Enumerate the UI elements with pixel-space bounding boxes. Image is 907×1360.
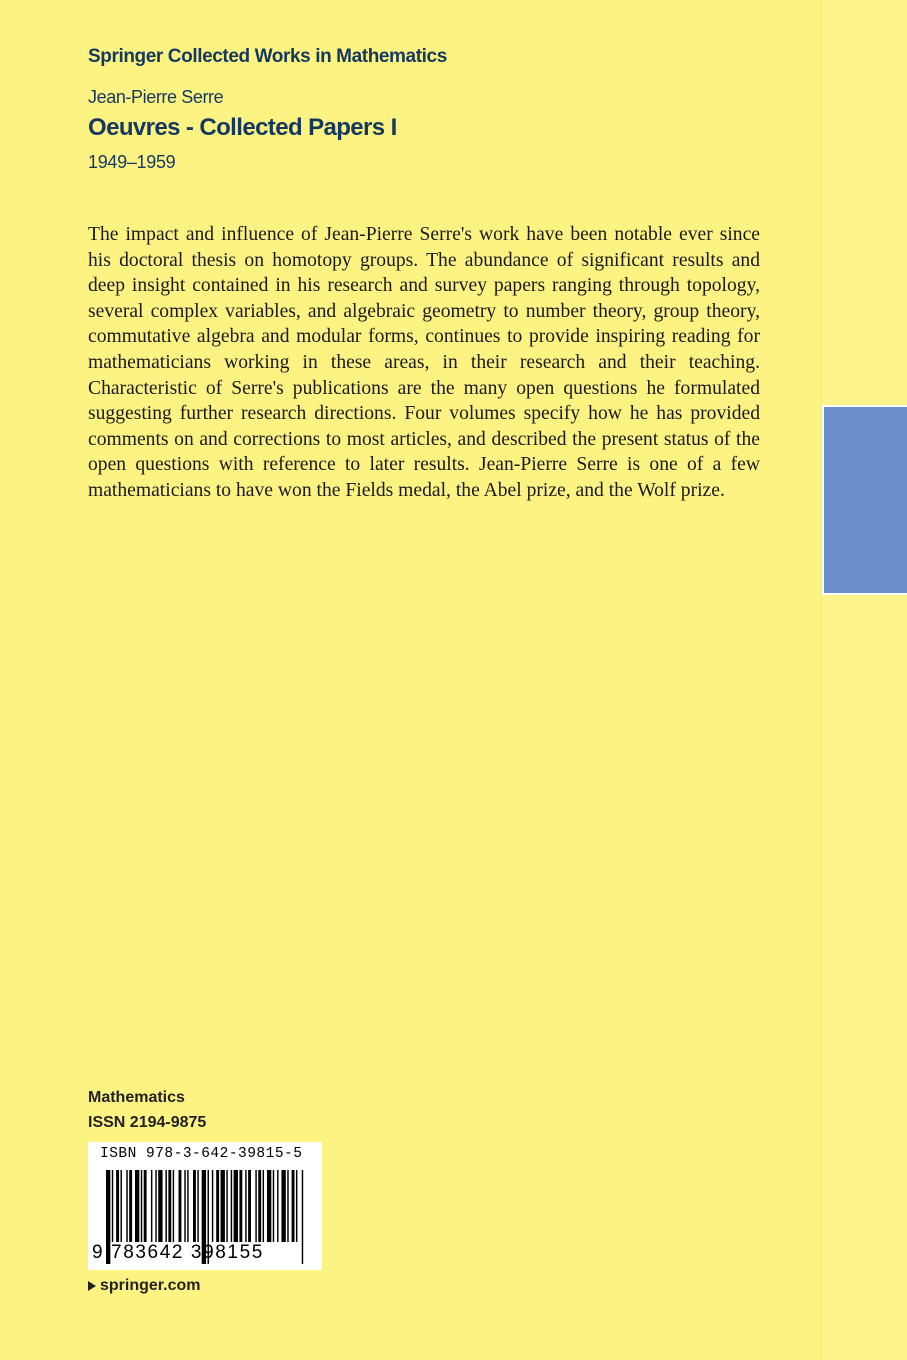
author-name: Jean-Pierre Serre	[88, 87, 224, 107]
arrow-right-icon	[88, 1281, 96, 1291]
isbn-label: ISBN 978-3-642-39815-5	[100, 1146, 303, 1162]
year-range: 1949–1959	[88, 152, 176, 172]
description-paragraph: The impact and influence of Jean-Pierre Serre's work have been notable ever since his doctoral thesis on homotopy groups. The abundance of significant results and deep insight contained in his research and survey papers ranging through topology, several complex variables, and algebraic geometry to number theory, group theory, commutative algebra and modular forms, continues to provide inspiring reading for mathematicians working in these areas, in their research and their teaching. Characteristic of Serre's publications are the many open questions he formulated suggesting further research directions. Four volumes specify how he has provided comments on and corrections to most articles, and described the present status of the open questions with reference to later results. Jean-Pierre Serre is one of a few mathematicians to have won the Fields medal, the Abel prize, and the Wolf prize.	[88, 224, 760, 501]
website-text: springer.com	[100, 1277, 201, 1294]
series-name: Springer Collected Works in Mathematics	[88, 46, 447, 67]
website-link[interactable]	[88, 1277, 200, 1295]
issn-label: ISSN 2194-9875	[88, 1114, 207, 1131]
subject-label: Mathematics	[88, 1089, 185, 1106]
barcode-digits: 9 783642 398155	[92, 1242, 264, 1263]
spine-band	[821, 0, 907, 1360]
barcode	[88, 1142, 322, 1270]
accent-color-tab	[822, 405, 907, 595]
book-title: Oeuvres - Collected Papers I	[88, 114, 397, 141]
